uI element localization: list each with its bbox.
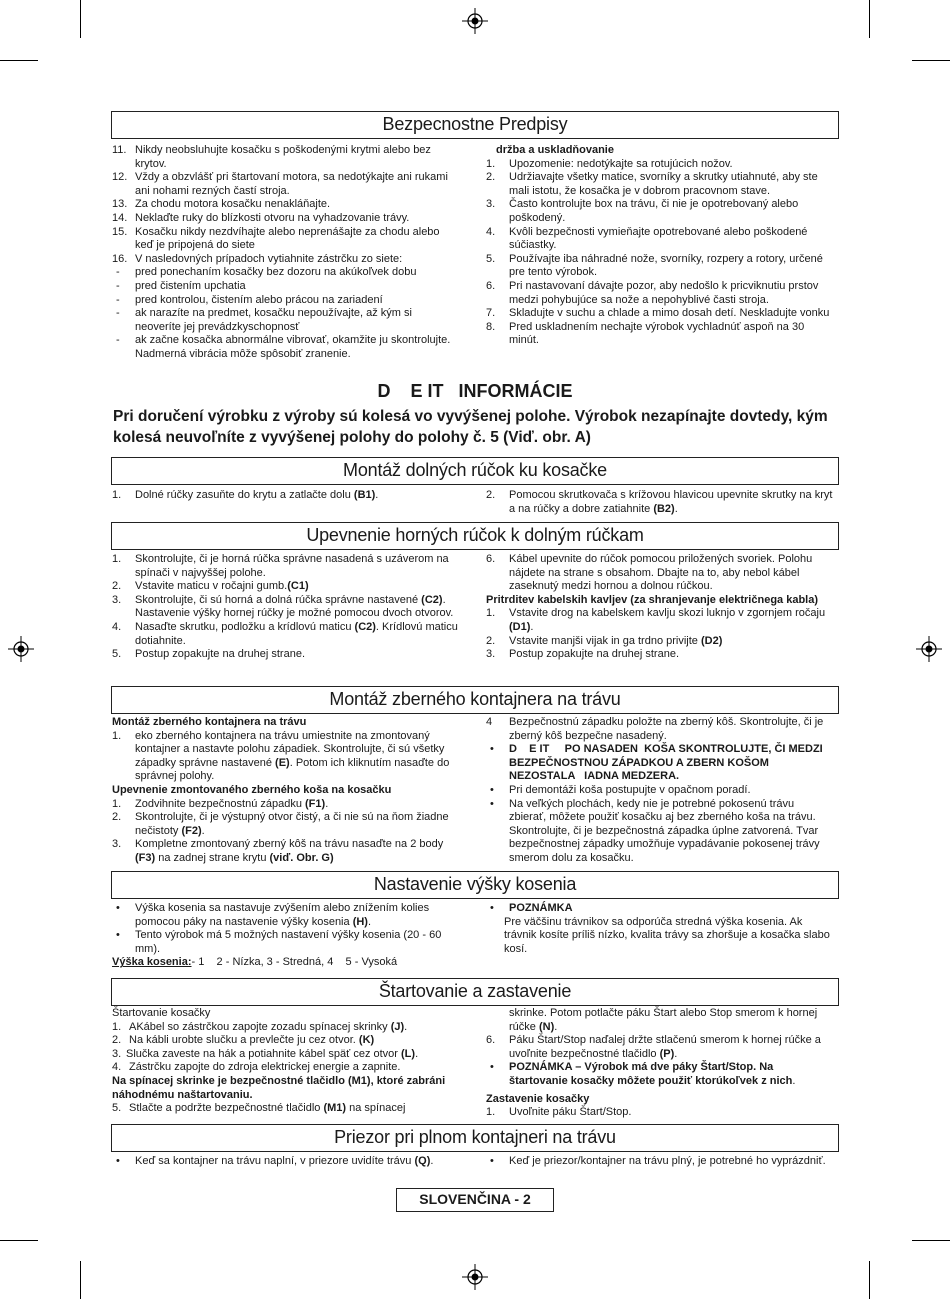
list-item: - pred čistením upchatia xyxy=(116,279,246,292)
list-item: • D E IT PO NASADEN KOŠA SKONTROLUJTE, ČI MEDZI BEZPEČNOSTNOU ZÁPADKOU A ZBERN KOŠOM NEZOSTALA IADNA MEDZERA. xyxy=(490,743,826,783)
bold-note: Na spínacej skrinke je bezpečnostné tlačidlo (M1), ktoré zabráni náhodnému naštartovaniu. xyxy=(112,1074,446,1101)
list-item: 2. Na kábli urobte slučku a prevlečte ju cez otvor. (K) xyxy=(112,1034,375,1047)
list-item: 14. Neklaďte ruky do blízkosti otvoru na vyhadzovanie trávy. xyxy=(112,211,410,224)
list-item: 1. Upozomenie: nedotýkajte sa rotujúcich nožov. xyxy=(486,157,733,170)
list-item: 6. Páku Štart/Stop naďalej držte stlačenú smerom k hornej rúčke a uvoľnite bezpečnostné tlačidlo (P). xyxy=(486,1034,821,1060)
list-item: 5. Stlačte a podržte bezpečnostné tlačidlo (M1) na spínacej xyxy=(112,1102,406,1115)
crop-mark xyxy=(869,1261,870,1299)
list-item: - pred ponechaním kosačky bez dozoru na akúkoľvek dobu xyxy=(116,266,417,279)
height-settings-line: Výška kosenia:- 1 2 - Nízka, 3 - Stredná, 4 5 - Vysoká xyxy=(112,956,398,969)
list-item: 4. Zástrčku zapojte do zdroja elektrickej energie a zapnite. xyxy=(112,1061,401,1074)
list-item: 3. Kompletne zmontovaný zberný kôš na trávu nasaďte na 2 body (F3) na zadnej strane krytu (viď. Obr. G) xyxy=(112,838,444,864)
section-heading-safety: Bezpecnostne Predpisy xyxy=(111,111,839,139)
start-stop-left xyxy=(112,1007,460,1116)
list-item: • Keď je priezor/kontajner na trávu plný, je potrebné ho vyprázdniť. xyxy=(490,1155,826,1167)
list-item: 6. Pri nastavovaní dávajte pozor, aby nedošlo k pricviknutiu prstov medzi pohybujúce sa nože a nepohyblivé časti stroja. xyxy=(486,279,819,306)
list-item: - ak začne kosačka abnormálne vibrovať, okamžite ju skontrolujte. Nadmerná vibrácia môže spôsobiť zranenie. xyxy=(116,334,451,360)
list-item: 6. Kábel upevnite do rúčok pomocou priložených svoriek. Polohu nájdete na strane s obsahom. Dbajte na to, aby nebol kábel zaseknutý medzi hornou a dolnou rúčkou. xyxy=(486,553,813,593)
subheading: Štartovanie kosačky xyxy=(112,1007,211,1019)
list-item: • Tento výrobok má 5 možných nastavení výšky kosenia (20 - 60 mm). xyxy=(116,929,442,955)
section-heading-lower-handles: Montáž dolných rúčok ku kosačke xyxy=(111,457,839,485)
list-item: 7. Skladujte v suchu a chlade a mimo dosah detí. Neskladujte vonku xyxy=(486,307,830,320)
subheading: Zastavenie kosačky xyxy=(486,1092,590,1105)
list-item: • Keď sa kontajner na trávu naplní, v priezore uvidíte trávu (Q). xyxy=(116,1155,434,1167)
section-heading-cutting-height: Nastavenie výšky kosenia xyxy=(111,871,839,899)
safety-left-column xyxy=(112,144,460,362)
list-item: • Na veľkých plochách, kedy nie je potrebné pokosenú trávu zbierať, môžete použiť kosačku aj bez zberného koša na trávu. Skontrolujte, či je bezpečnostná západka úplne zatvorená. Tvar bezpečnostnej západky umožňuje vypadávanie pokosenej trávy smerom dolu za kosačku. xyxy=(490,797,820,864)
cutting-height-left xyxy=(112,902,460,970)
lower-handles-right xyxy=(486,489,834,516)
list-item: 12. Vždy a obzvlášť pri štartovaní motora, sa nedotýkajte ani rukami ani nohami rezných častí stroja. xyxy=(112,171,448,197)
list-item: skrinke. Potom potlačte páku Štart alebo Stop smerom k hornej rúčke (N). xyxy=(509,1007,818,1033)
lower-handles-left xyxy=(112,489,460,503)
list-item: 8. Pred uskladnením nechajte výrobok vychladnúť aspoň na 30 minút. xyxy=(486,320,805,347)
crop-mark xyxy=(0,1240,38,1241)
list-item: 5. Používajte iba náhradné nože, svorníky, rozpery a rotory, určené pre tento výrobok. xyxy=(486,252,823,279)
subheading: Montáž zberného kontajnera na trávu xyxy=(112,716,307,728)
grass-box-left xyxy=(112,716,460,866)
list-item: 1. Uvoľnite páku Štart/Stop. xyxy=(486,1106,632,1119)
crop-mark xyxy=(80,1261,81,1299)
subheading: držba a uskladňovanie xyxy=(496,144,614,156)
list-item: • Výška kosenia sa nastavuje zvýšením alebo znížením kolies pomocou páky na nastavenie výšky kosenia (H). xyxy=(116,902,430,928)
section-heading-start-stop: Štartovanie a zastavenie xyxy=(111,978,839,1006)
page-footer: SLOVENČINA - 2 xyxy=(396,1188,554,1212)
section-heading-grass-box: Montáž zberného kontajnera na trávu xyxy=(111,686,839,714)
section-heading-window: Priezor pri plnom kontajneri na trávu xyxy=(111,1124,839,1152)
list-item: 4 Bezpečnostnú západku položte na zberný kôš. Skontrolujte, či je zberný kôš bezpečne nasadený. xyxy=(486,716,824,742)
warning-text: Pri doručení výrobku z výroby sú kolesá vo vyvýšenej polohe. Výrobok nezapínajte dovtedy, kým kolesá neuvoľníte z vyvýšenej polohy do polohy č. 5 (Viď. obr. A) xyxy=(113,408,828,446)
safety-right-column xyxy=(486,144,834,348)
list-item: 3. Často kontrolujte box na trávu, či nie je opotrebovaný alebo poškodený. xyxy=(486,198,799,224)
registration-mark-icon xyxy=(916,636,942,662)
list-item: 4. Nasaďte skrutku, podložku a krídlovú maticu (C2). Krídlovú maticu dotiahnite. xyxy=(112,620,458,647)
registration-mark-icon xyxy=(8,636,34,662)
start-stop-right xyxy=(486,1007,834,1120)
crop-mark xyxy=(0,60,38,61)
list-item: • POZNÁMKA – Výrobok má dve páky Štart/Stop. Na štartovanie kosačky môžete použiť ktorúkoľvek z nich. xyxy=(490,1061,796,1087)
list-item: - ak narazíte na predmet, kosačku nepoužívajte, až kým si neoveríte jej prevádzkyschopnosť xyxy=(116,307,412,333)
section-heading-upper-handles: Upevnenie horných rúčok k dolným rúčkam xyxy=(111,522,839,550)
list-item: 15. Kosačku nikdy nezdvíhajte alebo neprenášajte za chodu alebo keď je pripojená do siete xyxy=(112,225,440,252)
grass-box-right xyxy=(486,716,834,866)
list-item: 2. Pomocou skrutkovača s krížovou hlavicou upevnite skrutky na kryt a na rúčky a dobre zatiahnite (B2). xyxy=(486,489,833,515)
list-item: 11. Nikdy neobsluhujte kosačku s poškodenými krytmi alebo bez krytov. xyxy=(112,144,431,170)
list-item: 1. Skontrolujte, či je horná rúčka správne nasadená s uzáverom na spínači v najvyššej polohe. xyxy=(112,553,449,579)
crop-mark xyxy=(912,1240,950,1241)
crop-mark xyxy=(912,60,950,61)
section-heading-important: D E IT INFORMÁCIE xyxy=(377,381,573,401)
note-heading: • POZNÁMKA xyxy=(490,902,573,914)
list-item: 2. Vstavite manjši vijak in ga trdno privijte (D2) xyxy=(486,634,723,647)
list-item: 16. V nasledovných prípadoch vytiahnite zástrčku zo siete: xyxy=(112,252,403,265)
list-item: 2. Vstavite maticu v ročajni gumb.(C1) xyxy=(112,580,309,593)
subheading: Upevnenie zmontovaného zberného koša na kosačku xyxy=(112,783,392,796)
list-item: 5. Postup zopakujte na druhej strane. xyxy=(112,648,306,661)
upper-handles-right xyxy=(486,553,834,662)
registration-mark-icon xyxy=(462,8,488,34)
list-item: 1. Zodvihnite bezpečnostnú západku (F1). xyxy=(112,797,329,810)
list-item: 1. eko zberného kontajnera na trávu umiestnite na zmontovaný kontajner a nastavte polohu západiek. Skontrolujte, či sú všetky západky správne nastavené (E). Potom ich kliknutím nasaďte do správnej polohy. xyxy=(112,729,450,783)
list-item: 3. Skontrolujte, či sú horná a dolná rúčka správne nastavené (C2). Nastavenie výšky hornej rúčky je možné pomocou dvoch otvorov. xyxy=(112,593,454,620)
list-item: • Pri demontáži koša postupujte v opačnom poradí. xyxy=(490,783,751,796)
list-item: 13. Za chodu motora kosačku nenakláňajte. xyxy=(112,198,331,211)
list-item: 2. Skontrolujte, či je výstupný otvor čistý, a či nie sú na ňom žiadne nečistoty (F2). xyxy=(112,811,449,837)
window-right xyxy=(486,1155,834,1169)
registration-mark-icon xyxy=(462,1264,488,1290)
list-item: 2. Udržiavajte všetky matice, svorníky a skrutky utiahnuté, aby ste mali istotu, že kosačka je v dobrom pracovnom stave. xyxy=(486,171,818,197)
note-text: Pre väčšinu trávnikov sa odporúča stredná výška kosenia. Ak trávnik kosíte príliš nízko, kvalita trávy sa zhoršuje a kosačka slabo kosí. xyxy=(504,915,830,955)
cutting-height-right xyxy=(486,902,834,956)
list-item: 1. Dolné rúčky zasuňte do krytu a zatlačte dolu (B1). xyxy=(112,489,379,501)
subheading: Pritrditev kabelskih kavljev (za shranjevanje električnega kabla) xyxy=(486,593,818,606)
list-item: - pred kontrolou, čistením alebo prácou na zariadení xyxy=(116,293,383,306)
list-item: 4. Kvôli bezpečnosti vymieňajte opotrebované alebo poškodené súčiastky. xyxy=(486,225,808,252)
list-item: 1. AKábel so zástrčkou zapojte zozadu spínacej skrinky (J). xyxy=(112,1020,408,1033)
window-left xyxy=(112,1155,460,1169)
crop-mark xyxy=(80,0,81,38)
crop-mark xyxy=(869,0,870,38)
list-item: 1. Vstavite drog na kabelskem kavlju skozi luknjo v zgornjem ročaju (D1). xyxy=(486,607,826,633)
list-item: 3. Slučka zaveste na hák a potiahnite kábel späť cez otvor (L). xyxy=(112,1047,419,1060)
upper-handles-left xyxy=(112,553,460,662)
list-item: 3. Postup zopakujte na druhej strane. xyxy=(486,648,680,661)
